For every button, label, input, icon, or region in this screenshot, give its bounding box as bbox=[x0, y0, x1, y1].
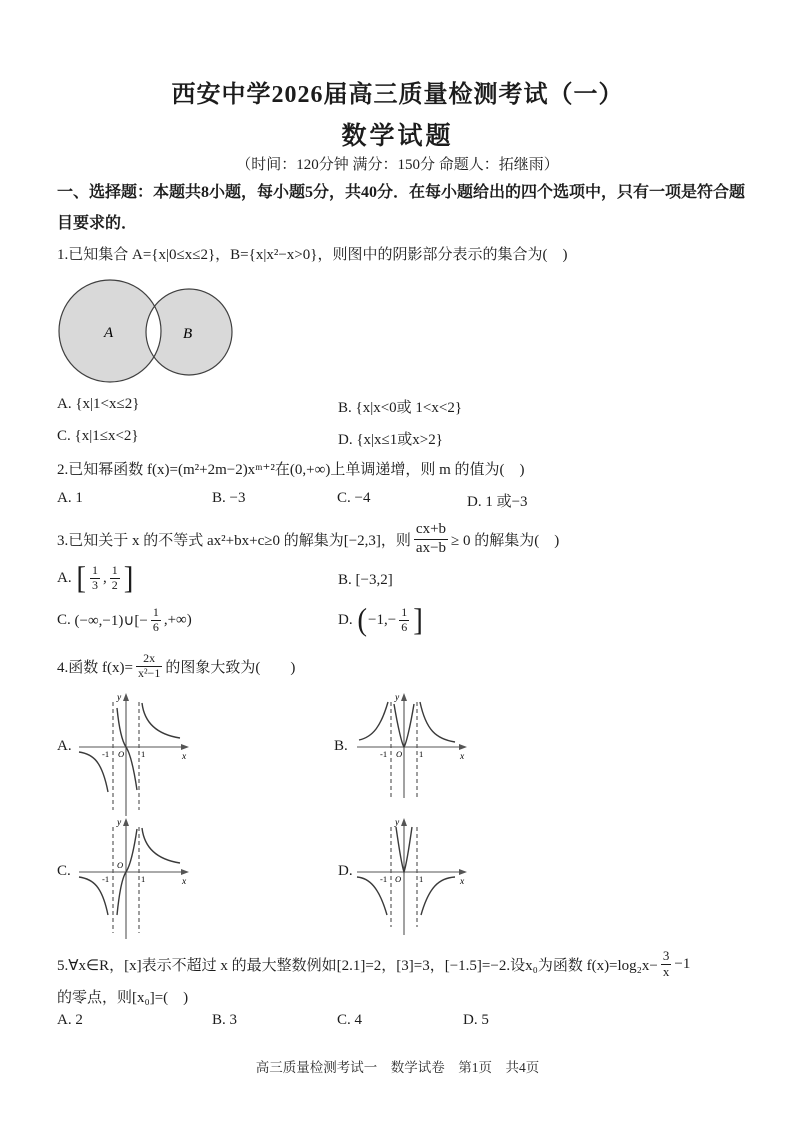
tick-pos1-label: 1 bbox=[141, 749, 146, 759]
q1-option-a: A. {x|1<x≤2} bbox=[57, 396, 140, 412]
q3-c-frac-den: 6 bbox=[152, 619, 159, 634]
q3-option-d-close-bracket: ] bbox=[413, 602, 423, 638]
q3-option-b: B. [−3,2] bbox=[338, 572, 393, 588]
page-subtitle: 数学试题 bbox=[341, 123, 454, 150]
q3-option-a bbox=[57, 560, 134, 596]
q5-option-b: B. 3 bbox=[212, 1012, 238, 1028]
x-axis-label: x bbox=[460, 877, 465, 887]
y-axis-label: y bbox=[117, 693, 122, 703]
origin-label: O bbox=[396, 749, 403, 759]
q3-text-pre: 3.已知关于 x 的不等式 ax²+bx+c≥0 的解集为[−2,3]，则 bbox=[57, 532, 411, 549]
function-graph-b bbox=[333, 690, 473, 818]
q3-c-frac-num: 1 bbox=[152, 605, 159, 619]
y-axis-label: y bbox=[395, 818, 400, 828]
tick-neg1-label: -1 bbox=[380, 749, 388, 759]
q1-option-d: D. {x|x≤1或x>2} bbox=[338, 432, 443, 448]
q3-option-c-frac bbox=[151, 606, 161, 635]
x-axis-label: x bbox=[182, 877, 187, 887]
q3-a-frac1-num: 1 bbox=[92, 563, 99, 578]
q2-option-d: D. 1 或−3 bbox=[467, 494, 528, 510]
tick-pos1-label: 1 bbox=[419, 874, 424, 884]
q3-option-d bbox=[338, 602, 424, 638]
question-2-text: 2.已知幂函数 f(x)=(m²+2m−2)xᵐ⁺²在(0,+∞)上单调递增，则 m 的值为( ) bbox=[57, 462, 525, 478]
q3-options-row-2 bbox=[57, 602, 757, 644]
y-axis-arrow bbox=[401, 693, 407, 701]
exam-info: （时间：120分钟 满分：150分 命题人：拓继雨） bbox=[236, 157, 559, 173]
question-5-line-2: 的零点，则[x₀]=( ) bbox=[57, 990, 189, 1006]
question-4-text bbox=[57, 648, 757, 684]
q3-option-a-close-bracket: ] bbox=[123, 560, 134, 596]
q5-fraction bbox=[661, 949, 672, 980]
origin-label: O bbox=[118, 749, 125, 759]
origin-label: O bbox=[395, 874, 402, 884]
y-axis-arrow bbox=[123, 818, 129, 826]
curve-left-branch bbox=[359, 702, 388, 740]
q2-option-b: B. −3 bbox=[212, 490, 246, 506]
function-graph-a bbox=[55, 690, 195, 818]
section-heading: 一、选择题：本题共8小题，每小题5分，共40分．在每小题给出的四个选项中，只有一项是符合题目要求的． bbox=[57, 184, 746, 232]
q5-text-post: −1 bbox=[674, 955, 691, 972]
q3-option-c bbox=[57, 606, 192, 635]
q3-fraction-denominator: ax−b bbox=[415, 539, 447, 556]
tick-pos1-label: 1 bbox=[141, 874, 146, 884]
curve-right-branch bbox=[421, 877, 455, 915]
q3-fraction bbox=[414, 521, 448, 557]
y-axis-arrow bbox=[123, 693, 129, 701]
x-axis-arrow bbox=[181, 744, 189, 750]
q3-option-a-frac2 bbox=[110, 564, 120, 593]
venn-circles bbox=[59, 280, 232, 382]
q3-option-d-frac bbox=[399, 606, 409, 635]
question-3-text bbox=[57, 516, 757, 562]
q3-option-c-label: C. bbox=[57, 611, 71, 628]
curve-right-branch bbox=[142, 828, 180, 863]
q4-fraction bbox=[136, 652, 162, 681]
q3-option-a-open-bracket: [ bbox=[76, 560, 87, 596]
q2-option-c: C. −4 bbox=[337, 490, 371, 506]
q3-a-frac2-den: 2 bbox=[111, 578, 118, 592]
q5-option-c: C. 4 bbox=[337, 1012, 363, 1028]
q5-option-d: D. 5 bbox=[463, 1012, 489, 1028]
tick-neg1-label: -1 bbox=[380, 874, 388, 884]
q3-option-a-frac1 bbox=[90, 564, 100, 593]
q3-a-frac1-den: 3 bbox=[92, 578, 99, 592]
q3-option-c-pre: (−∞,−1)∪[− bbox=[74, 612, 148, 629]
x-axis-label: x bbox=[460, 752, 465, 762]
graph-c-label: C. bbox=[57, 863, 71, 879]
q4-fraction-numerator: 2x bbox=[143, 650, 156, 665]
graph-a-label: A. bbox=[57, 738, 72, 754]
graph-d-label: D. bbox=[338, 863, 353, 879]
page-title: 西安中学2026届高三质量检测考试（一） bbox=[171, 82, 624, 108]
page-footer: 高三质量检测考试一 数学试卷 第1页 共4页 bbox=[255, 1060, 540, 1075]
q3-option-d-label: D. bbox=[338, 612, 353, 628]
q5-text-pre: 5.∀x∈R，[x]表示不超过 x 的最大整数例如[2.1]=2，[3]=3，[−1.5]=−2.设x₀为函数 f(x)=log₂x− bbox=[57, 957, 658, 974]
q3-text-post: ≥ 0 的解集为( ) bbox=[451, 532, 560, 549]
x-axis-arrow bbox=[181, 869, 189, 875]
function-graph-c bbox=[55, 815, 195, 941]
q5-option-a: A. 2 bbox=[57, 1012, 83, 1028]
y-axis-label: y bbox=[117, 818, 122, 828]
q3-options-row-1 bbox=[57, 560, 757, 602]
curve-right-branch bbox=[142, 703, 180, 738]
q1-option-b: B. {x|x<0或 1<x<2} bbox=[338, 400, 463, 416]
function-graph-d bbox=[333, 815, 473, 941]
venn-label-b: B bbox=[183, 326, 193, 342]
tick-neg1-label: -1 bbox=[102, 874, 110, 884]
y-axis-label: y bbox=[395, 693, 400, 703]
q3-option-a-comma: , bbox=[103, 570, 107, 586]
q3-option-c-post: ,+∞) bbox=[163, 611, 192, 628]
q4-text-post: 的图象大致为( ) bbox=[165, 659, 296, 676]
q4-fraction-denominator: x²−1 bbox=[137, 665, 161, 680]
x-axis-arrow bbox=[459, 744, 467, 750]
q3-option-d-open-paren: ( bbox=[357, 602, 368, 638]
graph-b-label: B. bbox=[334, 738, 348, 754]
q3-a-frac2-num: 1 bbox=[111, 563, 118, 578]
tick-pos1-label: 1 bbox=[419, 749, 424, 759]
curve-right-branch bbox=[420, 702, 455, 742]
q5-fraction-numerator: 3 bbox=[662, 947, 670, 963]
q3-option-a-label: A. bbox=[57, 570, 72, 586]
q3-option-d-pre: −1,− bbox=[368, 612, 397, 628]
q1-option-c: C. {x|1≤x<2} bbox=[57, 428, 139, 444]
y-axis-arrow bbox=[401, 818, 407, 826]
tick-neg1-label: -1 bbox=[102, 749, 110, 759]
question-5-line-1 bbox=[57, 944, 757, 984]
q4-text-pre: 4.函数 f(x)= bbox=[57, 659, 133, 676]
venn-label-a: A bbox=[104, 325, 114, 341]
question-1-text: 1.已知集合 A={x|0≤x≤2}，B={x|x²−x>0}，则图中的阴影部分表示的集合为( ) bbox=[57, 247, 568, 263]
q5-fraction-denominator: x bbox=[662, 963, 670, 979]
x-axis-label: x bbox=[182, 752, 187, 762]
q3-d-frac-den: 6 bbox=[401, 620, 408, 634]
origin-label: O bbox=[117, 860, 124, 870]
venn-diagram bbox=[58, 276, 318, 398]
x-axis-arrow bbox=[459, 869, 467, 875]
q3-fraction-numerator: cx+b bbox=[415, 521, 447, 538]
q2-option-a: A. 1 bbox=[57, 490, 83, 506]
q3-d-frac-num: 1 bbox=[401, 605, 408, 620]
